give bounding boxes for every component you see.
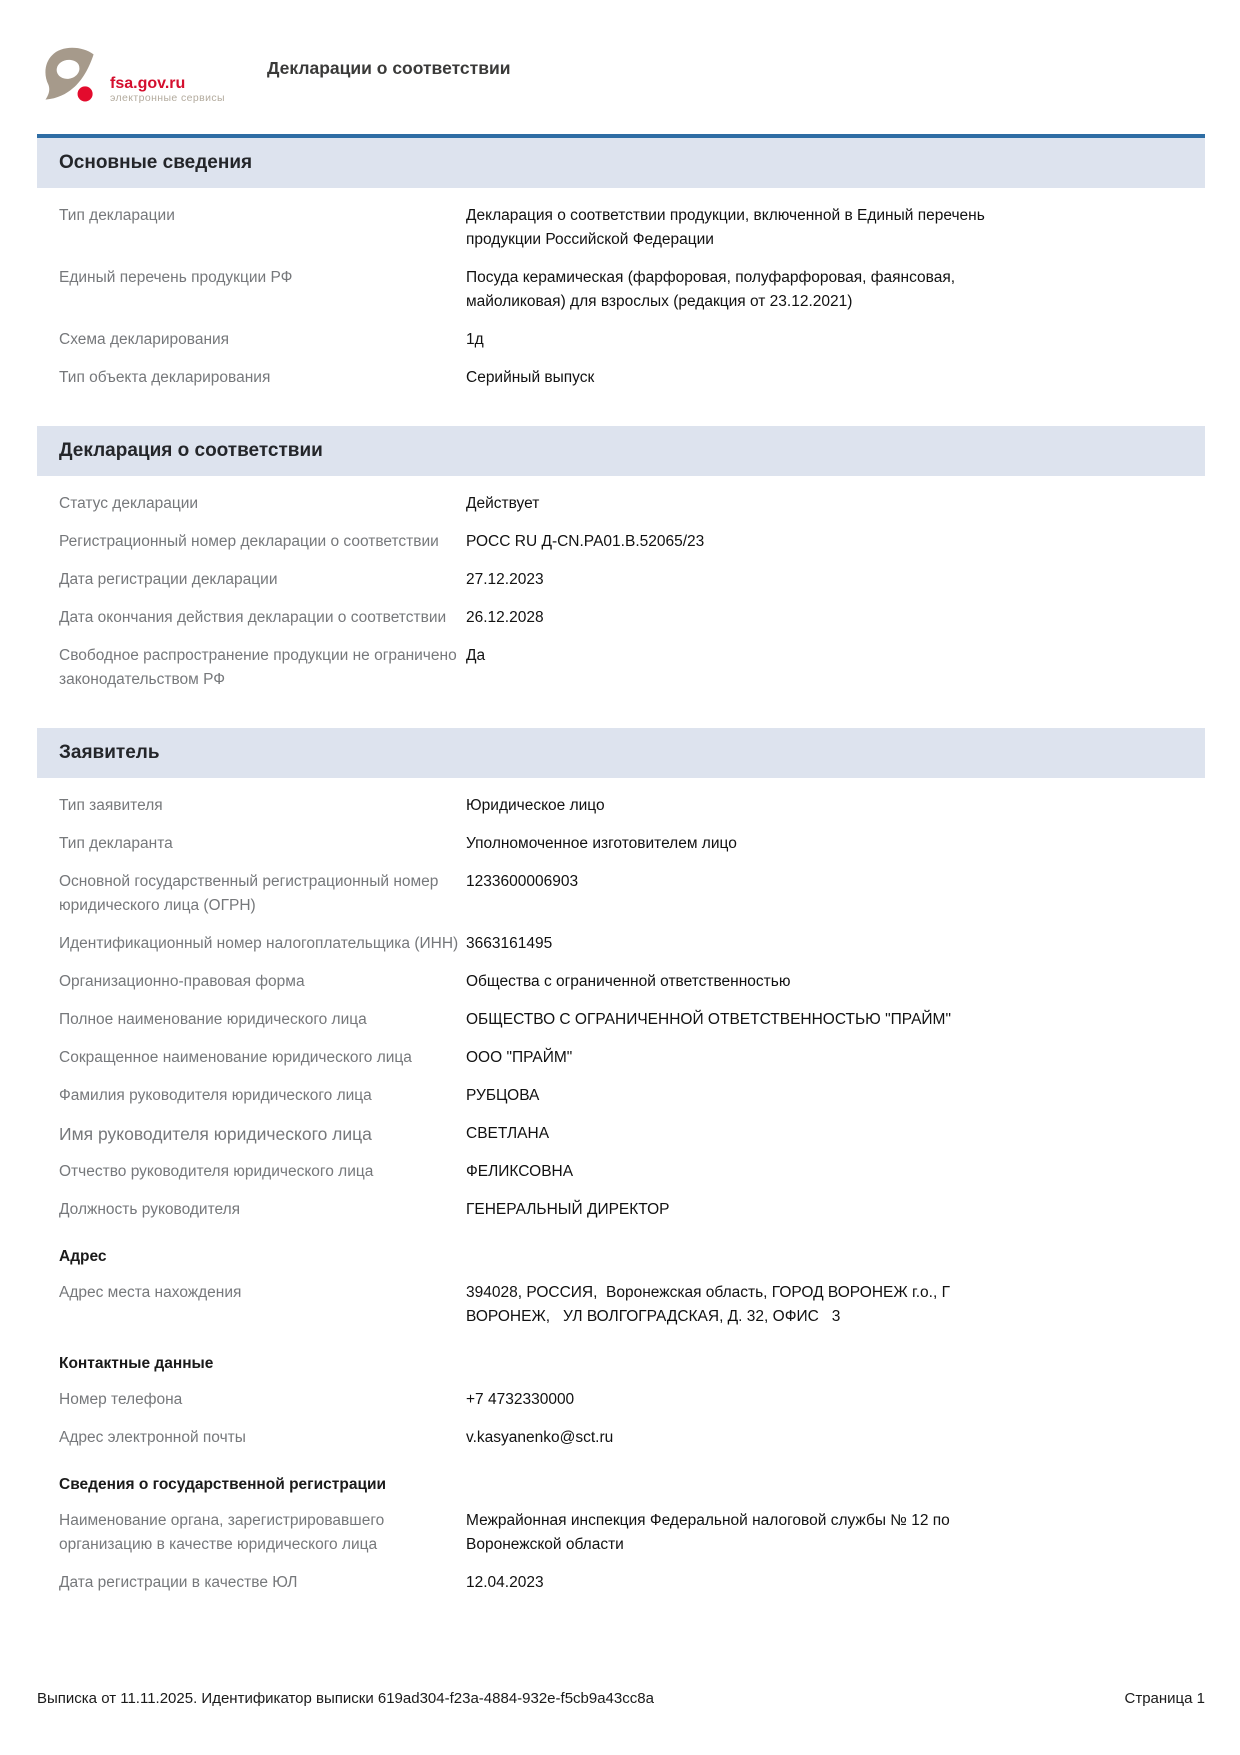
logo-red-dot xyxy=(78,86,93,101)
field-label: Должность руководителя xyxy=(59,1201,241,1218)
section-title: Декларация о соответствии xyxy=(59,440,323,461)
section-rows xyxy=(37,188,1205,410)
field-row xyxy=(59,1571,1205,1595)
field-row xyxy=(59,832,1205,856)
field-label: Тип заявителя xyxy=(59,797,163,814)
section-header-bar xyxy=(37,134,1205,188)
fsa-logo xyxy=(37,46,225,106)
field-value: 12.04.2023 xyxy=(466,1574,544,1591)
page-footer xyxy=(37,1690,1205,1707)
field-value: Общества с ограниченной ответственностью xyxy=(466,973,791,990)
field-label: Дата окончания действия декларации о соответствии xyxy=(59,609,447,626)
field-value: ООО "ПРАЙМ" xyxy=(466,1049,573,1066)
field-value: Юридическое лицо xyxy=(466,797,605,814)
field-value: ФЕЛИКСОВНА xyxy=(466,1163,574,1180)
section-header-bar xyxy=(37,426,1205,476)
field-row xyxy=(59,1122,1205,1146)
field-row xyxy=(59,1084,1205,1108)
field-label: Полное наименование юридического лица xyxy=(59,1011,367,1028)
field-label: Единый перечень продукции РФ xyxy=(59,269,293,286)
field-label: Тип декларанта xyxy=(59,835,173,852)
field-value: +7 4732330000 xyxy=(466,1391,575,1408)
field-value: 1233600006903 xyxy=(466,873,579,890)
field-label: Тип декларации xyxy=(59,207,175,224)
field-value: ОБЩЕСТВО С ОГРАНИЧЕННОЙ ОТВЕТСТВЕННОСТЬЮ "ПРАЙМ" xyxy=(466,1011,951,1028)
field-label: Статус декларации xyxy=(59,495,199,512)
field-value: Да xyxy=(466,647,486,664)
field-row xyxy=(59,970,1205,994)
group-subheading: Контактные данные xyxy=(59,1355,214,1372)
field-row xyxy=(59,1388,1205,1412)
field-label: Наименование органа, зарегистрировавшего организацию в качестве юридического лица xyxy=(59,1512,385,1553)
field-value: СВЕТЛАНА xyxy=(466,1125,550,1142)
page-number: Страница 1 xyxy=(1124,1690,1205,1707)
field-value: Межрайонная инспекция Федеральной налоговой службы № 12 по Воронежской области xyxy=(466,1512,955,1553)
field-label: Идентификационный номер налогоплательщика (ИНН) xyxy=(59,935,459,952)
field-row xyxy=(59,204,1205,252)
sections-host xyxy=(37,134,1205,1615)
logo-site-label: fsa.gov.ru xyxy=(110,75,186,92)
field-label: Основной государственный регистрационный номер юридического лица (ОГРН) xyxy=(59,873,439,914)
extract-info: Выписка от 11.11.2025. Идентификатор выписки 619ad304-f23a-4884-932e-f5cb9a43cc8a xyxy=(37,1690,654,1707)
field-value: 26.12.2028 xyxy=(466,609,544,626)
field-label: Регистрационный номер декларации о соответствии xyxy=(59,533,439,550)
field-row xyxy=(59,1509,1205,1557)
section-header-bar xyxy=(37,728,1205,778)
field-row xyxy=(59,1198,1205,1222)
field-row xyxy=(59,1281,1205,1329)
field-row xyxy=(59,644,1205,692)
field-label: Фамилия руководителя юридического лица xyxy=(59,1087,372,1104)
field-value: Декларация о соответствии продукции, включенной в Единый перечень продукции Российской Федерации xyxy=(466,207,990,248)
field-value: РУБЦОВА xyxy=(466,1087,540,1104)
field-row xyxy=(59,932,1205,956)
field-value: ГЕНЕРАЛЬНЫЙ ДИРЕКТОР xyxy=(466,1201,670,1218)
field-row xyxy=(59,870,1205,918)
field-row xyxy=(59,328,1205,352)
field-label: Организационно-правовая форма xyxy=(59,973,305,990)
field-label: Отчество руководителя юридического лица xyxy=(59,1163,374,1180)
field-label: Имя руководителя юридического лица xyxy=(59,1124,372,1144)
field-label: Адрес электронной почты xyxy=(59,1429,246,1446)
group-subheading: Сведения о государственной регистрации xyxy=(59,1476,387,1493)
field-value: 3663161495 xyxy=(466,935,553,952)
field-value: 27.12.2023 xyxy=(466,571,544,588)
fsa-logo-icon xyxy=(37,46,103,106)
field-label: Схема декларирования xyxy=(59,331,230,348)
field-value: Серийный выпуск xyxy=(466,369,595,386)
field-row xyxy=(59,1046,1205,1070)
field-label: Сокращенное наименование юридического лица xyxy=(59,1049,412,1066)
field-label: Номер телефона xyxy=(59,1391,183,1408)
field-value: Посуда керамическая (фарфоровая, полуфарфоровая, фаянсовая, майоликовая) для взрослых (редакция от 23.12.2021) xyxy=(466,269,960,310)
field-row xyxy=(59,530,1205,554)
field-row xyxy=(59,568,1205,592)
field-label: Дата регистрации в качестве ЮЛ xyxy=(59,1574,298,1591)
section-title: Заявитель xyxy=(59,742,160,763)
field-value: 394028, РОССИЯ, Воронежская область, ГОРОД ВОРОНЕЖ г.о., Г ВОРОНЕЖ, УЛ ВОЛГОГРАДСКАЯ, Д. 32, ОФИС 3 xyxy=(466,1284,955,1325)
field-row xyxy=(59,492,1205,516)
section-rows xyxy=(37,778,1205,1615)
field-label: Тип объекта декларирования xyxy=(59,369,271,386)
logo-tagline: электронные сервисы xyxy=(110,92,225,104)
field-value: РОСС RU Д-CN.РА01.В.52065/23 xyxy=(466,533,705,550)
field-label: Дата регистрации декларации xyxy=(59,571,278,588)
field-row xyxy=(59,1008,1205,1032)
field-row xyxy=(59,794,1205,818)
logo-text xyxy=(110,75,225,106)
field-row xyxy=(59,266,1205,314)
page-title: Декларации о соответствии xyxy=(266,58,511,78)
section-rows xyxy=(37,476,1205,712)
field-value: v.kasyanenko@sct.ru xyxy=(466,1429,614,1446)
field-row xyxy=(59,366,1205,390)
field-row xyxy=(59,606,1205,630)
field-value: Уполномоченное изготовителем лицо xyxy=(466,835,737,852)
section-title: Основные сведения xyxy=(59,152,253,173)
group-subheading: Адрес xyxy=(59,1248,107,1265)
field-row xyxy=(59,1160,1205,1184)
field-label: Свободное распространение продукции не ограничено законодательством РФ xyxy=(59,647,457,688)
field-value: Действует xyxy=(466,495,540,512)
section xyxy=(37,134,1205,410)
section xyxy=(37,426,1205,712)
field-value: 1д xyxy=(466,331,484,348)
field-label: Адрес места нахождения xyxy=(59,1284,242,1301)
section xyxy=(37,728,1205,1615)
field-row xyxy=(59,1426,1205,1450)
page-header xyxy=(37,46,1205,112)
